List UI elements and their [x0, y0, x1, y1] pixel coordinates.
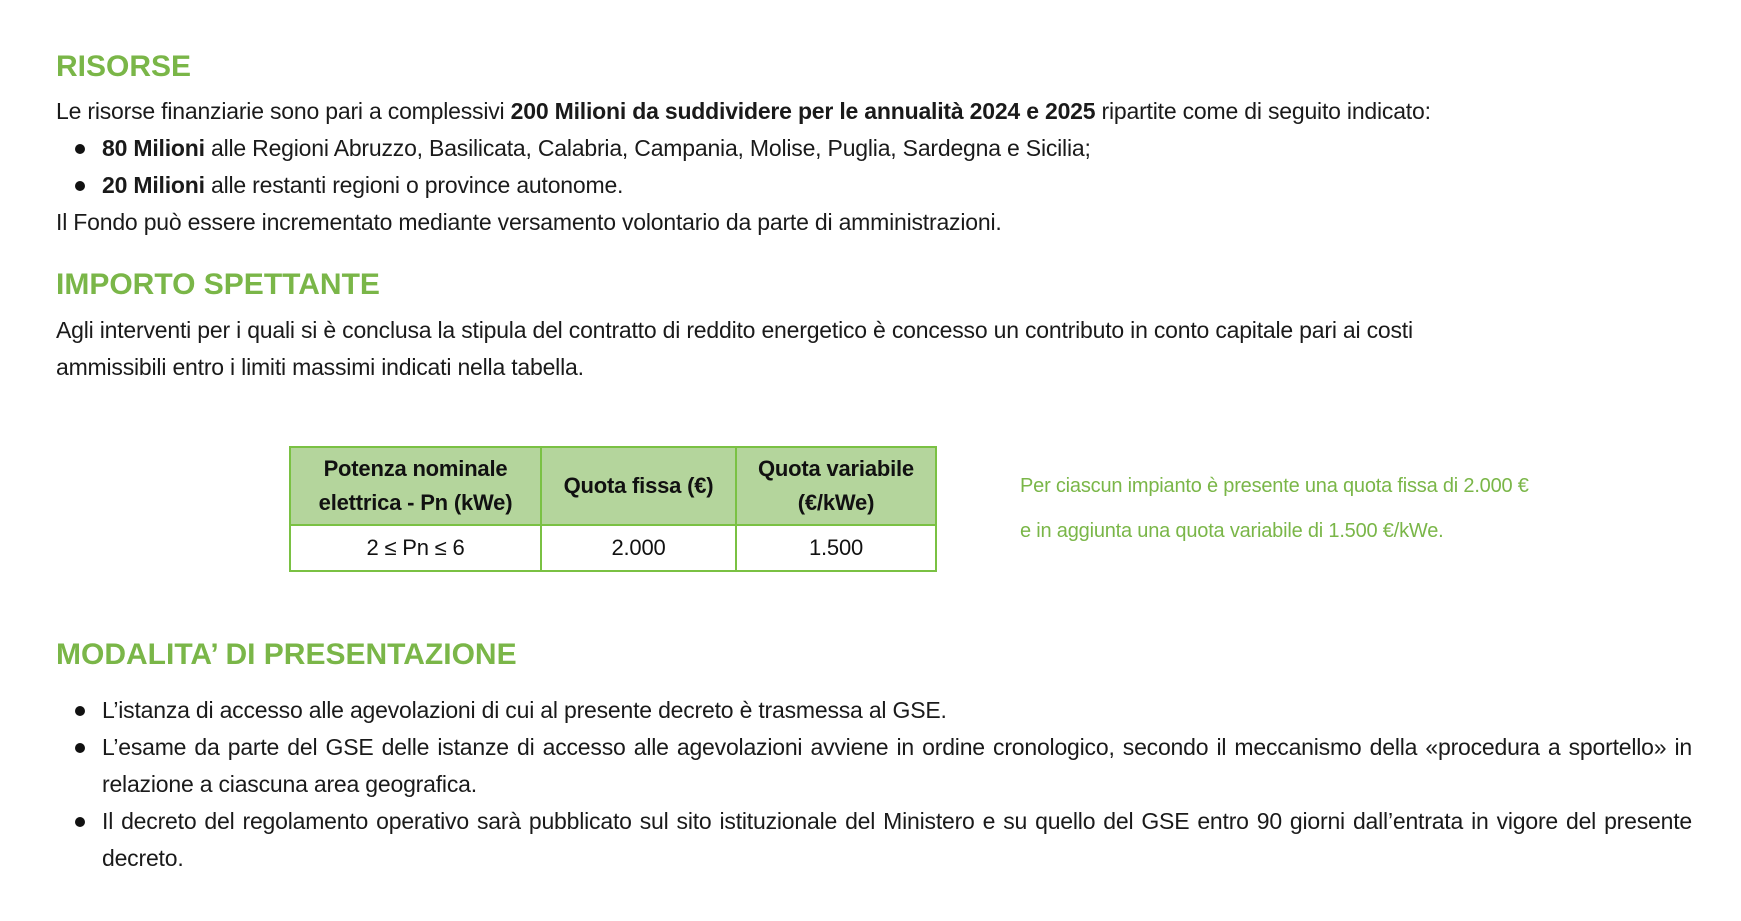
- importo-line-1: Agli interventi per i quali si è conclusa la stipula del contratto di reddito energetico è concesso un contributo in conto capitale pari ai costi: [56, 317, 1413, 343]
- modalita-list: [56, 692, 1692, 877]
- bullet-icon: [75, 817, 85, 827]
- bullet-icon: [75, 181, 85, 191]
- section-title-modalita: MODALITA’ DI PRESENTAZIONE: [56, 638, 517, 671]
- header-variabile-line2: (€/kWe): [797, 490, 875, 515]
- list-item: [56, 167, 1091, 204]
- list-item: [56, 729, 1692, 803]
- section-title-risorse: RISORSE: [56, 50, 192, 83]
- risorse-intro: [56, 93, 1431, 130]
- list-item-bold: 20 Milioni: [102, 172, 205, 198]
- quota-table: [289, 446, 937, 572]
- list-item-text: L’esame da parte del GSE delle istanze di accesso alle agevolazioni avviene in ordine cronologico, secondo il meccanismo della «procedura a sportello» in relazione a ciascuna area geografica.: [102, 734, 1692, 797]
- cell-potenza: 2 ≤ Pn ≤ 6: [290, 525, 541, 571]
- cell-quota-fissa: 2.000: [541, 525, 736, 571]
- list-item-text: alle restanti regioni o province autonome.: [204, 172, 624, 198]
- risorse-intro-pre: Le risorse finanziarie sono pari a complessivi: [56, 98, 511, 124]
- risorse-intro-post: ripartite come di seguito indicato:: [1095, 98, 1431, 124]
- note-line-2: e in aggiunta una quota variabile di 1.500 €/kWe.: [1020, 520, 1444, 542]
- header-variabile-line1: Quota variabile: [758, 456, 914, 481]
- risorse-intro-bold: 200 Milioni da suddividere per le annualità 2024 e 2025: [510, 98, 1096, 124]
- list-item: [56, 692, 1692, 729]
- table-header-row: [290, 447, 936, 525]
- bullet-icon: [75, 743, 85, 753]
- header-potenza-line2: elettrica - Pn (kWe): [318, 490, 513, 515]
- list-item-text: alle Regioni Abruzzo, Basilicata, Calabria, Campania, Molise, Puglia, Sardegna e Sicilia;: [204, 135, 1091, 161]
- risorse-list: [56, 130, 1091, 204]
- header-potenza: [290, 447, 541, 525]
- cell-quota-variabile: 1.500: [736, 525, 936, 571]
- list-item-bold: 80 Milioni: [102, 135, 205, 161]
- section-title-importo: IMPORTO SPETTANTE: [56, 268, 380, 301]
- header-potenza-line1: Potenza nominale: [323, 456, 508, 481]
- bullet-icon: [75, 144, 85, 154]
- risorse-closing: Il Fondo può essere incrementato mediante versamento volontario da parte di amministrazioni.: [56, 209, 1002, 235]
- note-line-1: Per ciascun impianto è presente una quota fissa di 2.000 €: [1020, 475, 1529, 497]
- table-row: [290, 525, 936, 571]
- list-item: [56, 803, 1692, 877]
- bullet-icon: [75, 706, 85, 716]
- header-quota-variabile: [736, 447, 936, 525]
- header-quota-fissa: Quota fissa (€): [541, 447, 736, 525]
- list-item-text: L’istanza di accesso alle agevolazioni di cui al presente decreto è trasmessa al GSE.: [102, 697, 947, 723]
- list-item-text: Il decreto del regolamento operativo sarà pubblicato sul sito istituzionale del Ministero e su quello del GSE entro 90 giorni dall’entrata in vigore del presente decreto.: [102, 808, 1692, 871]
- importo-line-2: ammissibili entro i limiti massimi indicati nella tabella.: [56, 354, 584, 380]
- list-item: [56, 130, 1091, 167]
